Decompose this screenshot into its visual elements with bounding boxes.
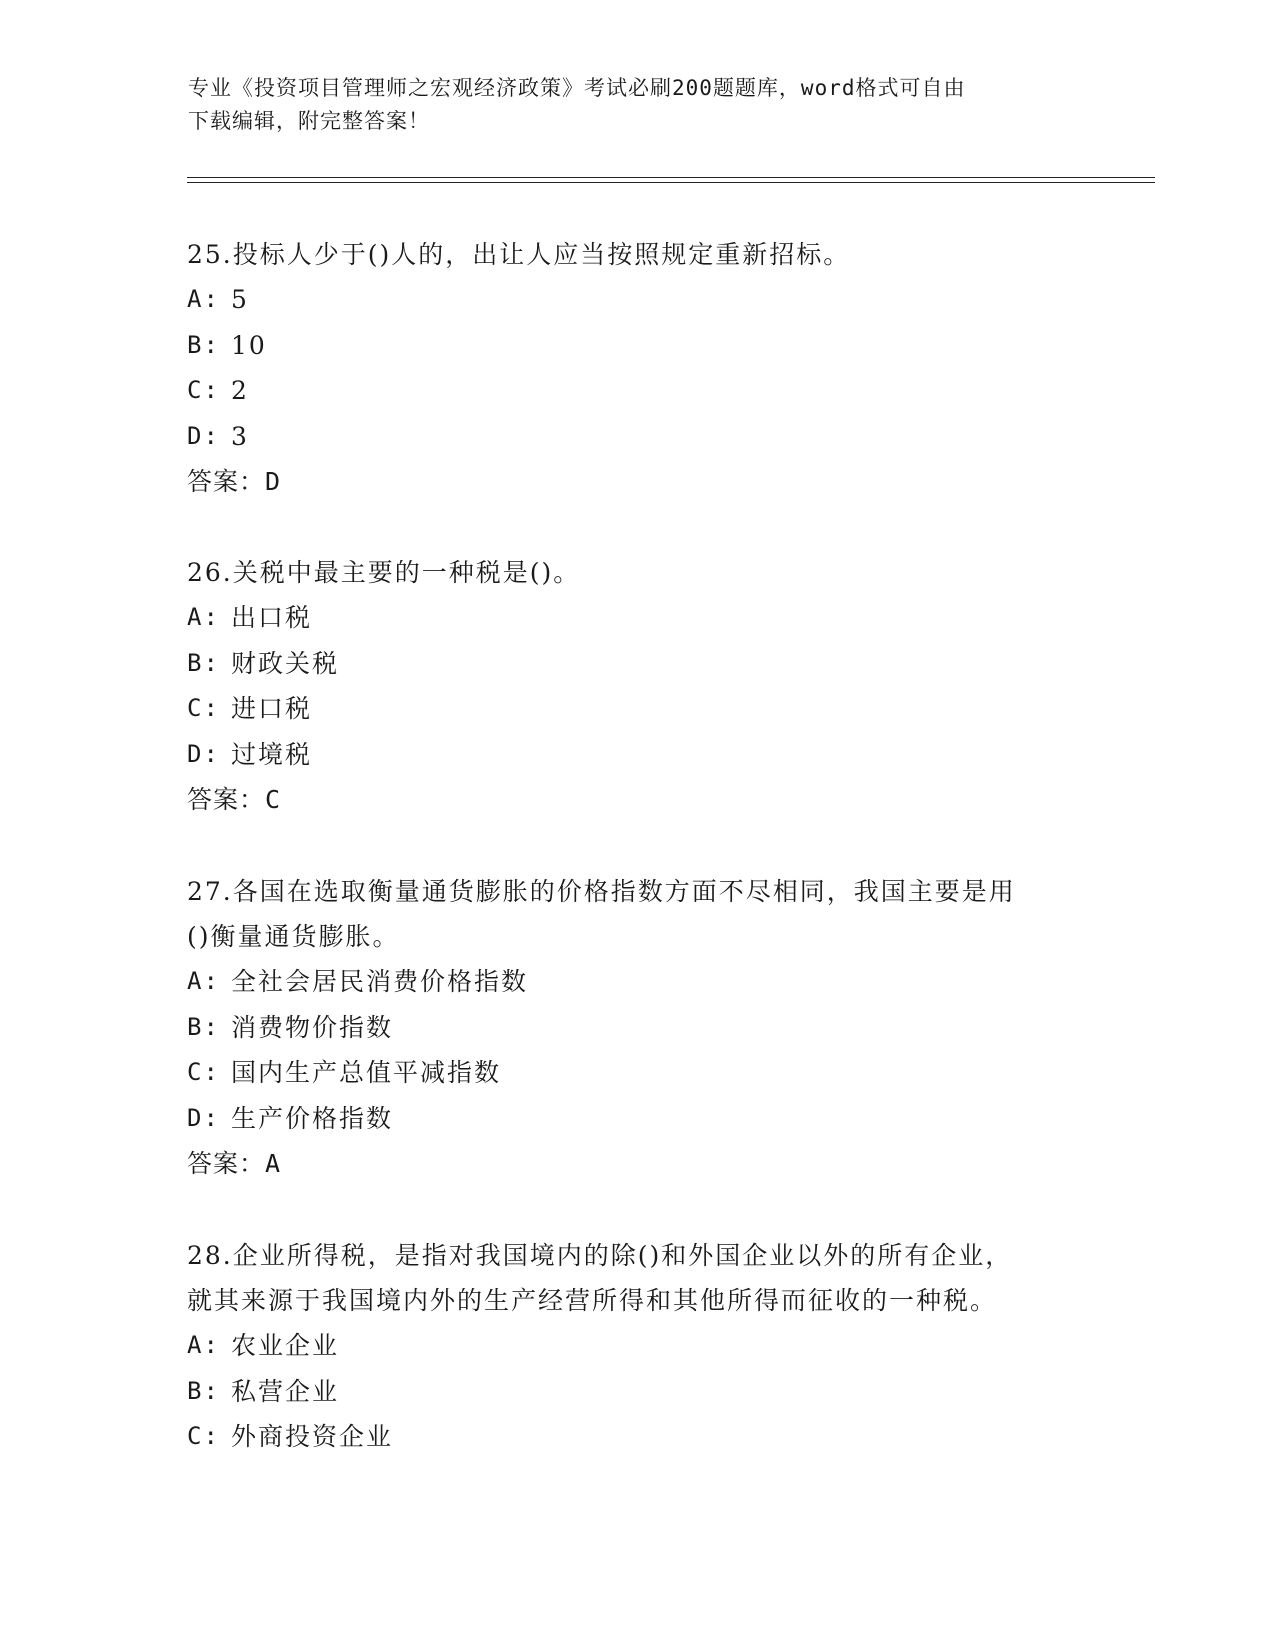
option-key: B: — [187, 1012, 220, 1041]
question-stem: 27.各国在选取衡量通货膨胀的价格指数方面不尽相同，我国主要是用 ()衡量通货膨胀。 — [187, 877, 1016, 951]
option-key: B: — [187, 648, 220, 677]
question-26 — [187, 550, 1087, 822]
option-c — [187, 1414, 1087, 1460]
header-divider-top — [187, 177, 1155, 178]
option-text: 5 — [231, 285, 249, 314]
option-key: A: — [187, 603, 220, 631]
option-key: D: — [187, 421, 220, 450]
option-text: 过境税 — [231, 739, 313, 769]
option-c — [187, 686, 1087, 732]
answer-value: A — [265, 1149, 282, 1178]
option-key: C: — [187, 1058, 220, 1086]
option-text: 消费物价指数 — [231, 1012, 394, 1042]
option-text: 农业企业 — [231, 1331, 340, 1360]
option-text: 出口税 — [231, 603, 313, 632]
answer-label: 答案： — [187, 1149, 266, 1178]
option-d — [187, 732, 1087, 778]
option-text: 10 — [231, 330, 267, 360]
option-key: A: — [187, 285, 220, 313]
option-text: 2 — [231, 376, 249, 405]
option-key: D: — [187, 739, 220, 768]
question-27 — [187, 869, 1087, 1186]
answer-value: C — [265, 785, 282, 814]
option-b — [187, 1369, 1087, 1415]
option-key: C: — [187, 694, 220, 722]
document-header: 专业《投资项目管理师之宏观经济政策》考试必刷200题题库，word格式可自由 下载编辑，附完整答案！ — [188, 76, 966, 133]
answer-label: 答案： — [187, 467, 266, 496]
option-text: 3 — [231, 421, 249, 451]
option-c — [187, 368, 1087, 414]
option-b — [187, 1005, 1087, 1051]
option-key: A: — [187, 1331, 220, 1359]
option-text: 国内生产总值平减指数 — [231, 1058, 502, 1087]
question-28 — [187, 1233, 1087, 1460]
option-b — [187, 323, 1087, 369]
option-key: D: — [187, 1103, 220, 1132]
header-divider-bottom — [187, 182, 1155, 183]
option-key: A: — [187, 967, 220, 995]
question-stem: 25.投标人少于()人的，出让人应当按照规定重新招标。 — [187, 240, 851, 269]
question-stem: 28.企业所得税，是指对我国境内的除()和外国企业以外的所有企业， 就其来源于我国境内外的生产经营所得和其他所得而征收的一种税。 — [187, 1241, 1013, 1315]
option-key: C: — [187, 1422, 220, 1450]
option-key: C: — [187, 376, 220, 404]
answer-label: 答案： — [187, 785, 266, 814]
option-text: 进口税 — [231, 694, 313, 723]
option-text: 私营企业 — [231, 1376, 340, 1406]
option-a — [187, 277, 1087, 323]
option-key: B: — [187, 330, 220, 359]
question-25 — [187, 232, 1087, 504]
option-c — [187, 1050, 1087, 1096]
option-text: 外商投资企业 — [231, 1422, 394, 1451]
option-d — [187, 414, 1087, 460]
answer-value: D — [265, 467, 282, 496]
answer-line — [187, 1141, 1087, 1186]
answer-line — [187, 777, 1087, 822]
option-a — [187, 959, 1087, 1005]
answer-line — [187, 459, 1087, 504]
option-a — [187, 595, 1087, 641]
option-a — [187, 1323, 1087, 1369]
option-text: 财政关税 — [231, 648, 340, 678]
question-stem: 26.关税中最主要的一种税是()。 — [187, 558, 581, 587]
option-b — [187, 641, 1087, 687]
option-text: 生产价格指数 — [231, 1103, 394, 1133]
option-text: 全社会居民消费价格指数 — [231, 967, 529, 996]
option-key: B: — [187, 1376, 220, 1405]
option-d — [187, 1096, 1087, 1142]
